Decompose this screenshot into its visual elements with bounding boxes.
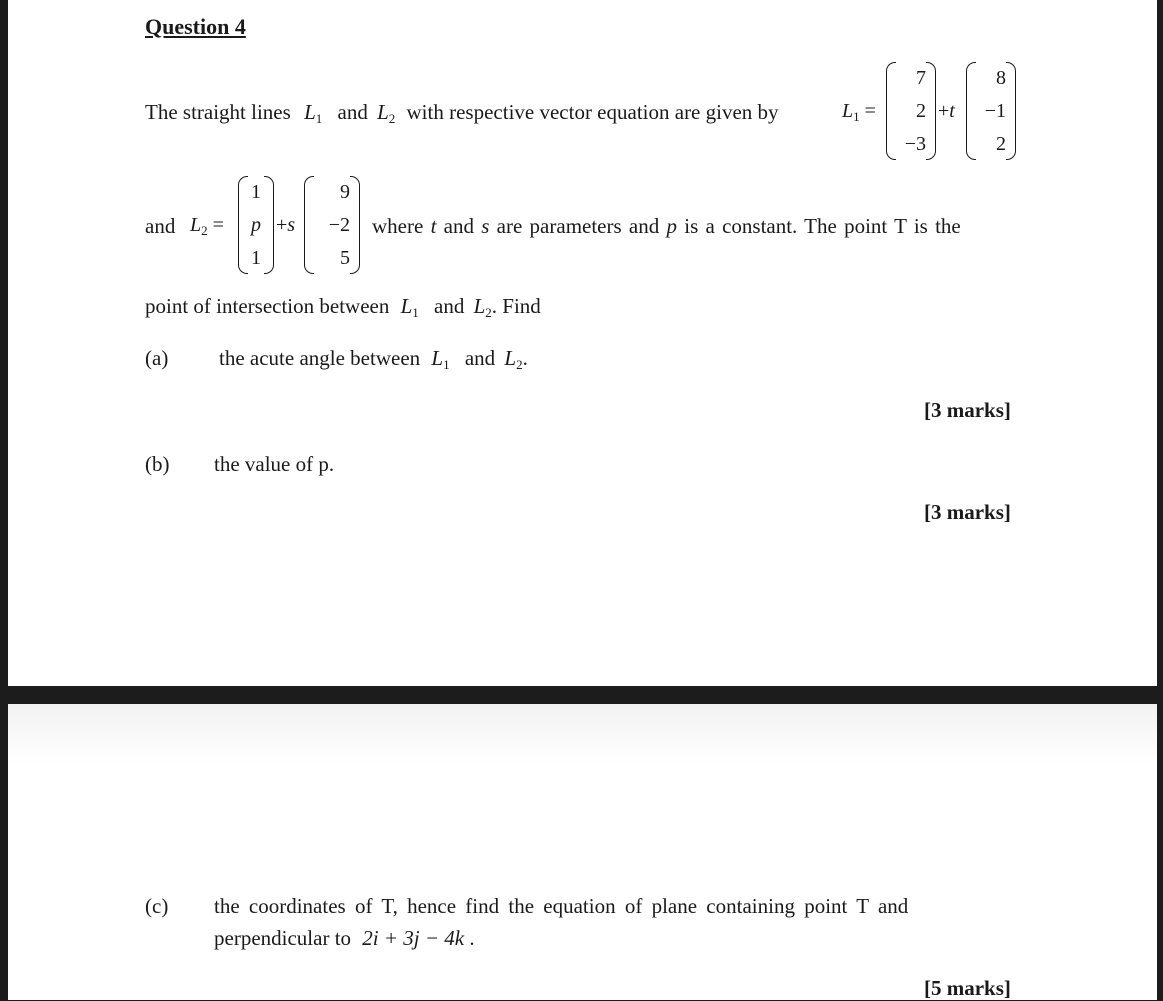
plane-normal-expression: 2i + 3j − 4k (362, 926, 465, 950)
vector-entry: 1 (251, 246, 261, 269)
l2-label: $L_2$ (377, 100, 396, 126)
vector-entry: 2 (916, 99, 926, 122)
and-prefix: and (145, 214, 176, 238)
vector-entry: −1 (984, 99, 1006, 122)
part-c-line-2: perpendicular to 2i + 3j − 4k . (214, 926, 475, 950)
vector-entry: 2 (996, 132, 1006, 155)
part-c-line-1: the coordinates of T, hence find the equation of plane containing point T and (214, 894, 909, 918)
vector-entry: 7 (916, 67, 926, 90)
l1-direction-vector (966, 62, 1016, 160)
vector-entry: −2 (328, 213, 350, 236)
intro-text: The straight lines (145, 100, 291, 124)
part-a-marks: [3 marks] (924, 398, 1011, 422)
vector-entry: 1 (251, 181, 261, 204)
l1-position-vector (886, 62, 936, 160)
l1-label: $L_1$ (304, 100, 323, 126)
part-b-text: the value of p. (214, 452, 335, 476)
l1-equation-lhs: $L_1$ = (842, 100, 876, 124)
l2-plus-s: +s (276, 214, 296, 236)
part-b-marks: [3 marks] (924, 500, 1011, 524)
vector-entry: −3 (904, 132, 926, 155)
vector-entry: 8 (996, 67, 1006, 90)
intro-rest: with respective vector equation are given by (406, 100, 779, 124)
and-word: and (337, 100, 368, 124)
intro-line-2: where t and s are parameters and p is a constant. The point T is the (372, 214, 961, 238)
vector-entry: p (251, 213, 261, 236)
part-a-label: (a) (145, 346, 169, 370)
l1-plus-t: +t (938, 100, 955, 122)
page-bottom (8, 704, 1157, 1000)
vector-entry: 5 (340, 246, 350, 269)
l2-position-vector (238, 176, 274, 274)
vector-entry: 9 (340, 181, 350, 204)
part-a-text: the acute angle between $L_1$ and $L_2$. (219, 346, 528, 372)
question-title: Question 4 (145, 14, 246, 39)
l2-direction-vector (304, 176, 360, 274)
part-b-label: (b) (145, 452, 170, 476)
intro-line-3: point of intersection between $L_1$ and $L_2$. Find (145, 294, 541, 320)
part-c-marks: [5 marks] (924, 976, 1011, 1000)
part-c-label: (c) (145, 894, 169, 918)
intro-line-1 (145, 100, 779, 125)
l2-equation-lhs: $L_2$ = (190, 214, 224, 238)
